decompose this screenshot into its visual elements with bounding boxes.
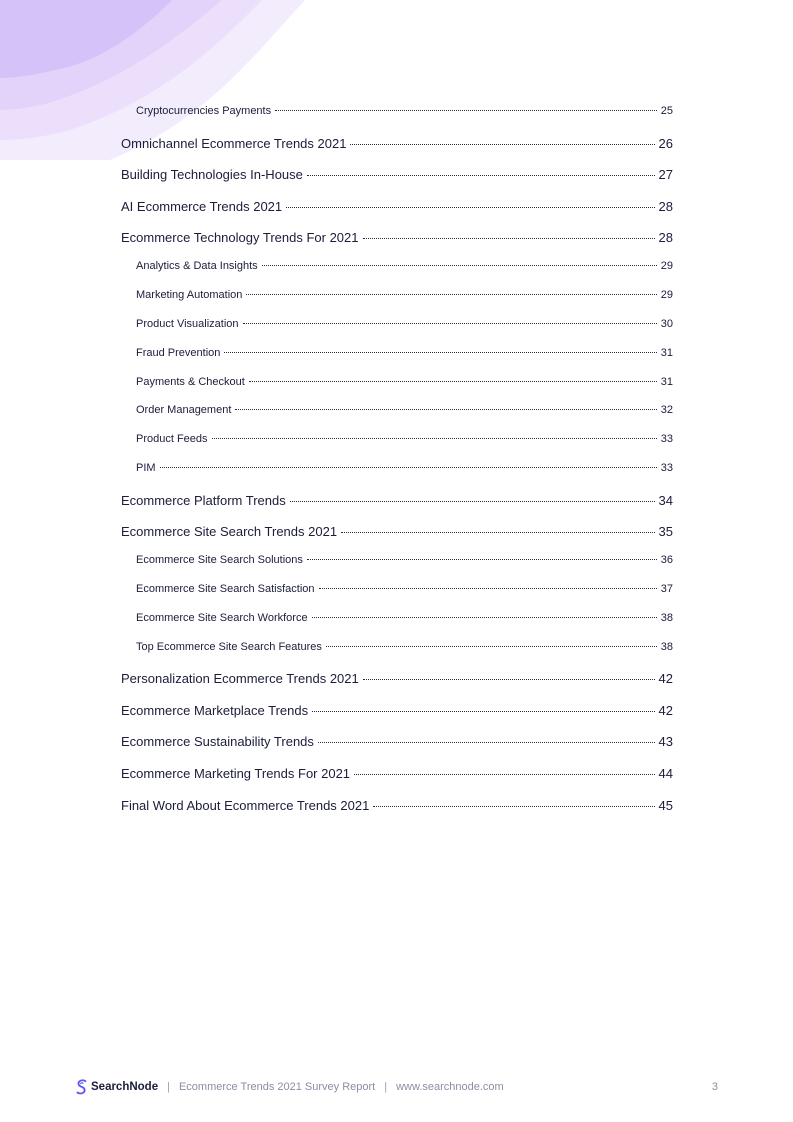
toc-entry[interactable] <box>136 404 673 420</box>
toc-entry-page: 25 <box>660 105 673 117</box>
toc-entry-title: Ecommerce Sustainability Trends <box>121 734 314 749</box>
toc-entry-title: Cryptocurrencies Payments <box>136 105 272 117</box>
toc-dot-leader <box>326 646 657 647</box>
footer-separator: | <box>167 1081 170 1093</box>
toc-dot-leader <box>354 774 654 775</box>
toc-entry-title: Omnichannel Ecommerce Trends 2021 <box>121 136 347 151</box>
page-number: 3 <box>711 1081 718 1093</box>
toc-entry[interactable] <box>136 433 673 449</box>
toc-entry-page: 44 <box>658 766 673 781</box>
page-footer <box>75 1079 718 1095</box>
toc-entry-title: Ecommerce Platform Trends <box>121 493 286 508</box>
toc-entry[interactable] <box>136 462 673 478</box>
toc-entry-page: 31 <box>660 376 673 388</box>
toc-dot-leader <box>212 438 657 439</box>
website-link[interactable]: www.searchnode.com <box>396 1081 504 1093</box>
toc-dot-leader <box>224 352 656 353</box>
toc-entry-page: 42 <box>658 671 673 686</box>
toc-entry-page: 37 <box>660 583 673 595</box>
toc-entry-page: 29 <box>660 289 673 301</box>
toc-entry-page: 33 <box>660 433 673 445</box>
toc-dot-leader <box>318 742 655 743</box>
toc-dot-leader <box>319 588 657 589</box>
toc-entry-title: Payments & Checkout <box>136 376 245 388</box>
toc-dot-leader <box>275 110 657 111</box>
toc-entry[interactable] <box>136 260 673 276</box>
toc-entry-page: 43 <box>658 734 673 749</box>
toc-entry-title: Ecommerce Site Search Workforce <box>136 612 308 624</box>
toc-entry[interactable] <box>136 583 673 599</box>
toc-dot-leader <box>350 144 654 145</box>
toc-entry[interactable] <box>121 703 673 721</box>
toc-dot-leader <box>290 501 655 502</box>
toc-dot-leader <box>373 806 654 807</box>
toc-entry-title: Ecommerce Site Search Trends 2021 <box>121 524 338 539</box>
toc-entry-title: Product Visualization <box>136 318 239 330</box>
toc-entry-page: 38 <box>660 641 673 653</box>
toc-entry[interactable] <box>136 105 673 121</box>
toc-entry[interactable] <box>121 524 673 542</box>
toc-entry-title: AI Ecommerce Trends 2021 <box>121 199 283 214</box>
toc-dot-leader <box>249 381 657 382</box>
toc-entry[interactable] <box>121 199 673 217</box>
toc-entry-title: Ecommerce Site Search Satisfaction <box>136 583 315 595</box>
toc-dot-leader <box>307 175 655 176</box>
toc-entry-title: Analytics & Data Insights <box>136 260 258 272</box>
toc-dot-leader <box>286 207 654 208</box>
toc-entry[interactable] <box>121 671 673 689</box>
report-title: Ecommerce Trends 2021 Survey Report <box>178 1081 376 1093</box>
toc-entry-page: 38 <box>660 612 673 624</box>
toc-entry[interactable] <box>136 376 673 392</box>
toc-entry-title: Marketing Automation <box>136 289 243 301</box>
toc-entry[interactable] <box>121 766 673 784</box>
toc-dot-leader <box>363 238 655 239</box>
toc-entry-page: 33 <box>660 462 673 474</box>
toc-entry-page: 31 <box>660 347 673 359</box>
toc-entry-page: 36 <box>660 554 673 566</box>
toc-entry-page: 35 <box>658 524 673 539</box>
toc-entry-page: 42 <box>658 703 673 718</box>
toc-entry-page: 30 <box>660 318 673 330</box>
toc-entry-title: Personalization Ecommerce Trends 2021 <box>121 671 359 686</box>
toc-entry-title: Building Technologies In-House <box>121 167 303 182</box>
toc-entry[interactable] <box>121 493 673 511</box>
brand-name: SearchNode <box>91 1081 159 1093</box>
toc-entry-title: Ecommerce Site Search Solutions <box>136 554 303 566</box>
toc-entry-title: PIM <box>136 462 156 474</box>
toc-entry[interactable] <box>136 318 673 334</box>
toc-dot-leader <box>160 467 657 468</box>
toc-entry[interactable] <box>121 167 673 185</box>
toc-entry-title: Top Ecommerce Site Search Features <box>136 641 322 653</box>
toc-entry[interactable] <box>136 554 673 570</box>
footer-separator: | <box>384 1081 388 1093</box>
toc-entry-page: 28 <box>658 230 673 245</box>
toc-entry-title: Product Feeds <box>136 433 208 445</box>
toc-dot-leader <box>246 294 656 295</box>
toc-entry[interactable] <box>136 289 673 305</box>
toc-entry-page: 28 <box>658 199 673 214</box>
toc-entry[interactable] <box>136 641 673 657</box>
toc-dot-leader <box>307 559 657 560</box>
toc-entry-page: 27 <box>658 167 673 182</box>
toc-entry-title: Ecommerce Technology Trends For 2021 <box>121 230 359 245</box>
toc-entry-title: Ecommerce Marketing Trends For 2021 <box>121 766 351 781</box>
toc-entry[interactable] <box>121 734 673 752</box>
toc-entry[interactable] <box>121 136 673 154</box>
toc-entry-page: 29 <box>660 260 673 272</box>
toc-entry-page: 32 <box>660 404 673 416</box>
toc-entry-title: Fraud Prevention <box>136 347 221 359</box>
toc-entry[interactable] <box>121 798 673 816</box>
toc-entry-page: 26 <box>658 136 673 151</box>
toc-entry[interactable] <box>121 230 673 248</box>
toc-entry-title: Order Management <box>136 404 232 416</box>
toc-entry[interactable] <box>136 347 673 363</box>
toc-dot-leader <box>235 409 656 410</box>
toc-entry-page: 34 <box>658 493 673 508</box>
toc-entry-title: Ecommerce Marketplace Trends <box>121 703 309 718</box>
toc-entry-page: 45 <box>658 798 673 813</box>
toc-dot-leader <box>312 617 657 618</box>
toc-dot-leader <box>243 323 657 324</box>
toc-dot-leader <box>341 532 654 533</box>
toc-entry-title: Final Word About Ecommerce Trends 2021 <box>121 798 370 813</box>
toc-dot-leader <box>363 679 655 680</box>
toc-dot-leader <box>262 265 657 266</box>
toc-entry[interactable] <box>136 612 673 628</box>
toc-dot-leader <box>312 711 654 712</box>
searchnode-logo-icon <box>75 1079 88 1095</box>
